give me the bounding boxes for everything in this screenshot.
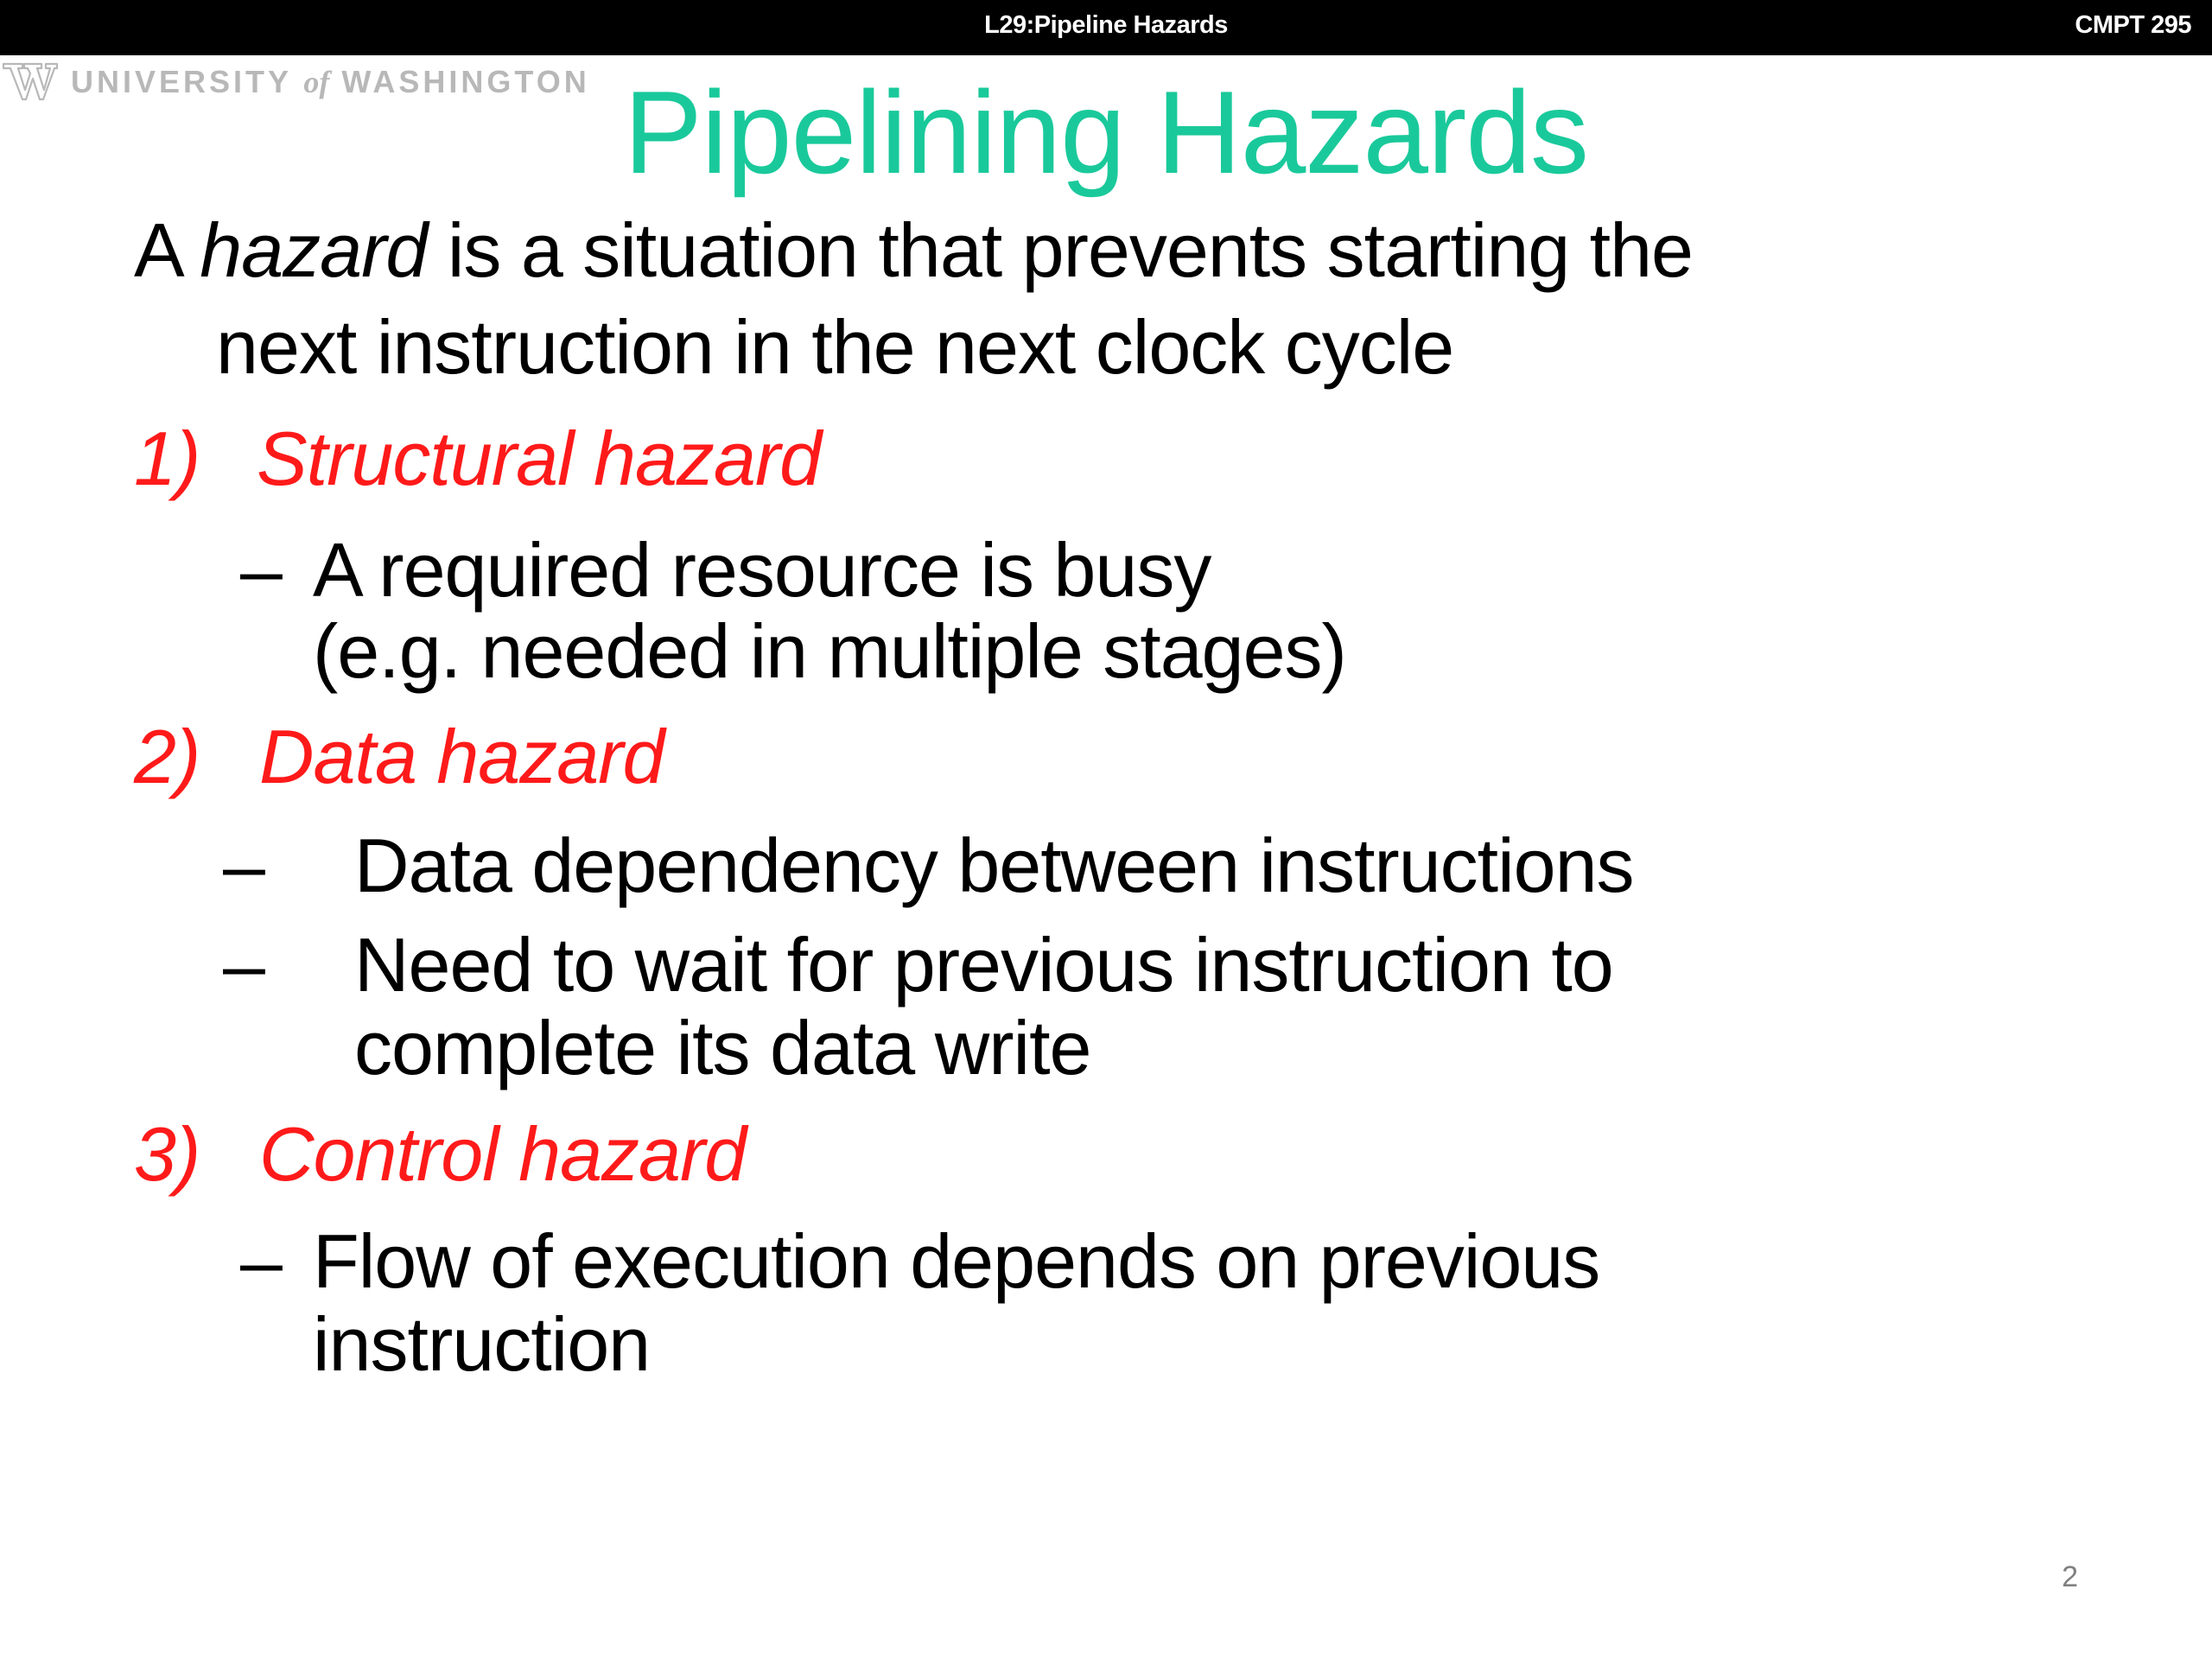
intro-line-2: next instruction in the next clock cycle — [216, 304, 1454, 390]
control-heading — [134, 1111, 747, 1198]
data-detail-2a: Need to wait for previous instruction to — [354, 922, 1613, 1007]
lecture-title: L29:Pipeline Hazards — [984, 11, 1228, 39]
structural-heading — [134, 416, 822, 502]
intro-post: is a situation that prevents starting the — [427, 207, 1693, 293]
structural-detail-2: (e.g. needed in multiple stages) — [313, 608, 1346, 694]
structural-name: Structural hazard — [257, 416, 822, 501]
data-dash-2: – — [223, 922, 264, 1007]
control-name: Control hazard — [259, 1111, 747, 1197]
control-detail-2: instruction — [313, 1301, 651, 1387]
data-detail-1: Data dependency between instructions — [354, 823, 1634, 908]
intro-term-hazard: hazard — [200, 207, 428, 293]
data-number: 2) — [134, 714, 200, 799]
course-code: CMPT 295 — [2075, 11, 2191, 39]
slide-title: Pipelining Hazards — [624, 67, 1588, 198]
wordmark-of: of — [303, 65, 330, 99]
structural-dash: – — [240, 527, 282, 613]
intro-pre: A — [134, 207, 200, 293]
control-detail-1: Flow of execution depends on previous — [313, 1218, 1600, 1304]
control-number: 3) — [134, 1111, 200, 1197]
data-detail-2b: complete its data write — [354, 1005, 1091, 1090]
header-bar — [0, 0, 2212, 55]
wordmark-washington: WASHINGTON — [341, 64, 590, 99]
structural-detail-1: A required resource is busy — [313, 527, 1211, 613]
structural-number: 1) — [134, 416, 200, 501]
control-dash: – — [240, 1218, 282, 1304]
intro-line-1 — [134, 207, 1693, 294]
page-number: 2 — [2062, 1560, 2078, 1593]
data-dash-1: – — [223, 823, 264, 908]
data-heading — [134, 714, 664, 800]
wordmark-university: UNIVERSITY — [71, 64, 292, 99]
data-name: Data hazard — [259, 714, 664, 799]
